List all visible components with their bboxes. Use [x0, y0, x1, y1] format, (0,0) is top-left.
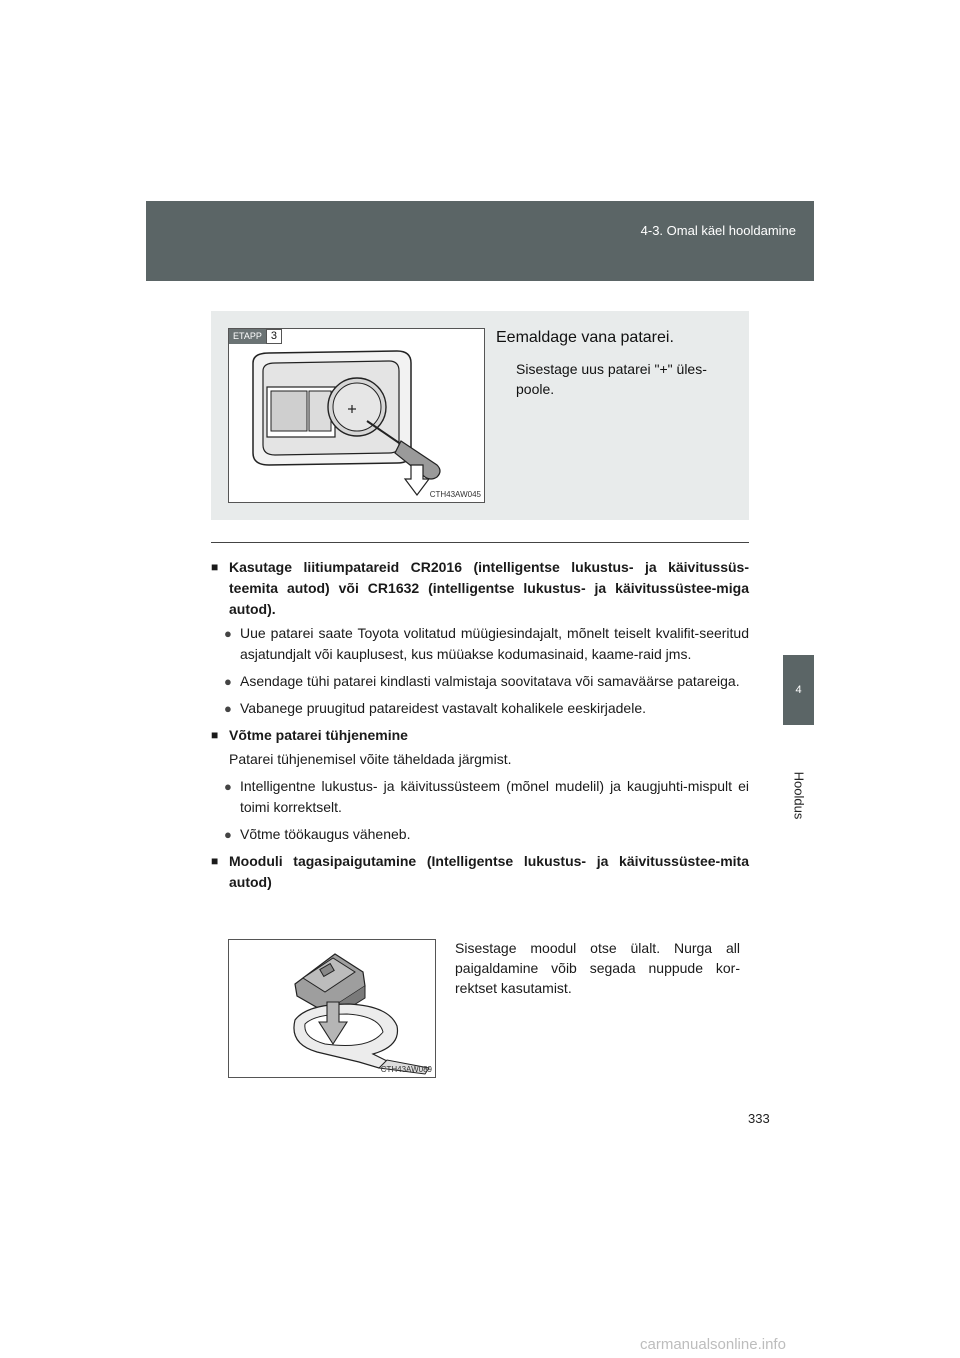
step-box	[211, 311, 749, 520]
section-heading: ■ Kasutage liitiumpatareid CR2016 (intelligentse lukustus- ja käivitussüs-teemita autod) või CR1632 (intelligentse lukustus- ja käivitussüstee-miga autod).	[211, 557, 749, 620]
step-badge-number: 3	[266, 329, 282, 344]
section-heading: ■ Võtme patarei tühjenemine	[211, 725, 749, 746]
module-instruction: Sisestage moodul otse ülalt. Nurga all paigaldamine võib segada nuppude kor-rektset kasutamist.	[455, 940, 740, 996]
bullet-item: ● Intelligentne lukustus- ja käivitussüsteem (mõnel mudelil) ja kaugjuhti-mispult ei toimi korrektselt.	[211, 776, 749, 818]
chapter-tab: 4	[783, 655, 814, 725]
bullet-item: ● Uue patarei saate Toyota volitatud müügiesindajalt, mõnelt teiselt kvalifit-seeritud asjatundjalt või kauplusest, kus müüakse kodumasinaid, kaame-raid jms.	[211, 623, 749, 665]
section-heading: ■ Mooduli tagasipaigutamine (Intelligentse lukustus- ja käivitussüstee-mita autod)	[211, 851, 749, 893]
bullet-item: ● Asendage tühi patarei kindlasti valmistaja soovitatava või samaväärse patareiga.	[211, 671, 749, 692]
section-divider	[211, 542, 749, 543]
battery-removal-illustration	[228, 328, 485, 503]
module-drawing	[229, 940, 435, 1077]
watermark: carmanualsonline.info	[640, 1336, 786, 1353]
step-note: Sisestage uus patarei "+" üles-poole.	[516, 361, 707, 397]
header-band	[146, 201, 814, 281]
section-title: 4-3. Omal käel hooldamine	[640, 223, 796, 238]
step-instruction: Eemaldage vana patarei.	[496, 329, 674, 346]
module-insertion-illustration	[228, 939, 436, 1078]
section-intro: Patarei tühjenemisel võite täheldada järgmist.	[229, 751, 512, 767]
image-code: CTH43AW045	[429, 490, 481, 499]
key-battery-drawing	[229, 329, 484, 502]
chapter-label: Hooldus	[791, 771, 807, 819]
step-badge-label: ETAPP	[229, 329, 266, 344]
image-code: CTH43AW089	[380, 1065, 432, 1074]
bullet-item: ● Vabanege pruugitud patareidest vastavalt kohalikele eeskirjadele.	[211, 698, 749, 719]
content	[211, 557, 749, 896]
page-number: 333	[748, 1111, 770, 1126]
bullet-item: ● Võtme töökaugus väheneb.	[211, 824, 749, 845]
